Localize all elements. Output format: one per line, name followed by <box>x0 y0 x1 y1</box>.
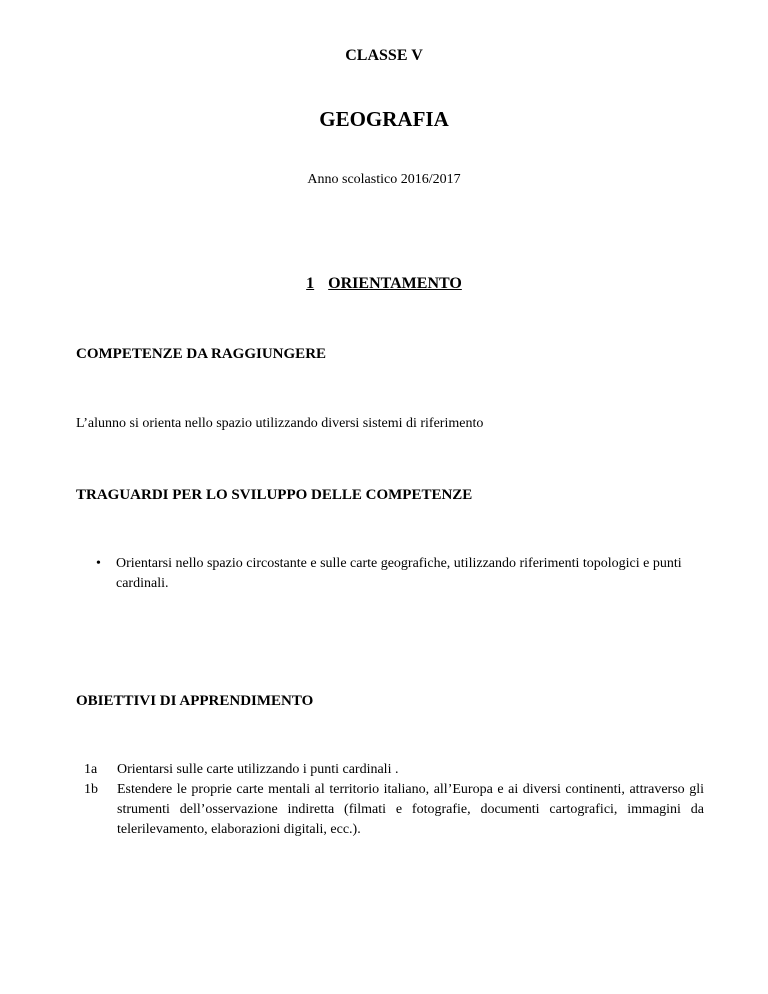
section-title <box>0 275 768 293</box>
competenze-heading: COMPETENZE DA RAGGIUNGERE <box>76 346 327 362</box>
objective-text: Orientarsi sulle carte utilizzando i punti cardinali . <box>117 762 399 777</box>
list-item <box>96 554 702 594</box>
objective-code: 1b <box>84 782 98 797</box>
traguardi-heading: TRAGUARDI PER LO SVILUPPO DELLE COMPETENZE <box>76 487 473 503</box>
objective-text: Estendere le proprie carte mentali al territorio italiano, all’Europa e ai diversi continenti, attraverso gli strumenti dell’osservazione indiretta (filmati e fotografie, documenti cartografici, immagini da telerilevamento, elaborazioni digitali, ecc.). <box>117 782 704 837</box>
obiettivi-heading: OBIETTIVI DI APPRENDIMENTO <box>76 693 314 709</box>
list-item <box>84 780 704 840</box>
traguardi-list <box>96 554 702 594</box>
obiettivi-list <box>84 760 704 840</box>
list-item <box>84 760 704 780</box>
traguardi-item-text: Orientarsi nello spazio circostante e sulle carte geografiche, utilizzando riferimenti topologici e punti cardinali. <box>116 556 682 591</box>
subject-title: GEOGRAFIA <box>319 107 449 131</box>
competenze-text: L’alunno si orienta nello spazio utilizzando diversi sistemi di riferimento <box>76 416 484 431</box>
objective-code: 1a <box>84 762 98 777</box>
school-year: Anno scolastico 2016/2017 <box>307 172 461 187</box>
class-label: CLASSE V <box>345 47 423 64</box>
bullet-icon: • <box>96 556 101 571</box>
section-name: ORIENTAMENTO <box>328 275 462 292</box>
section-number: 1 <box>306 275 315 292</box>
